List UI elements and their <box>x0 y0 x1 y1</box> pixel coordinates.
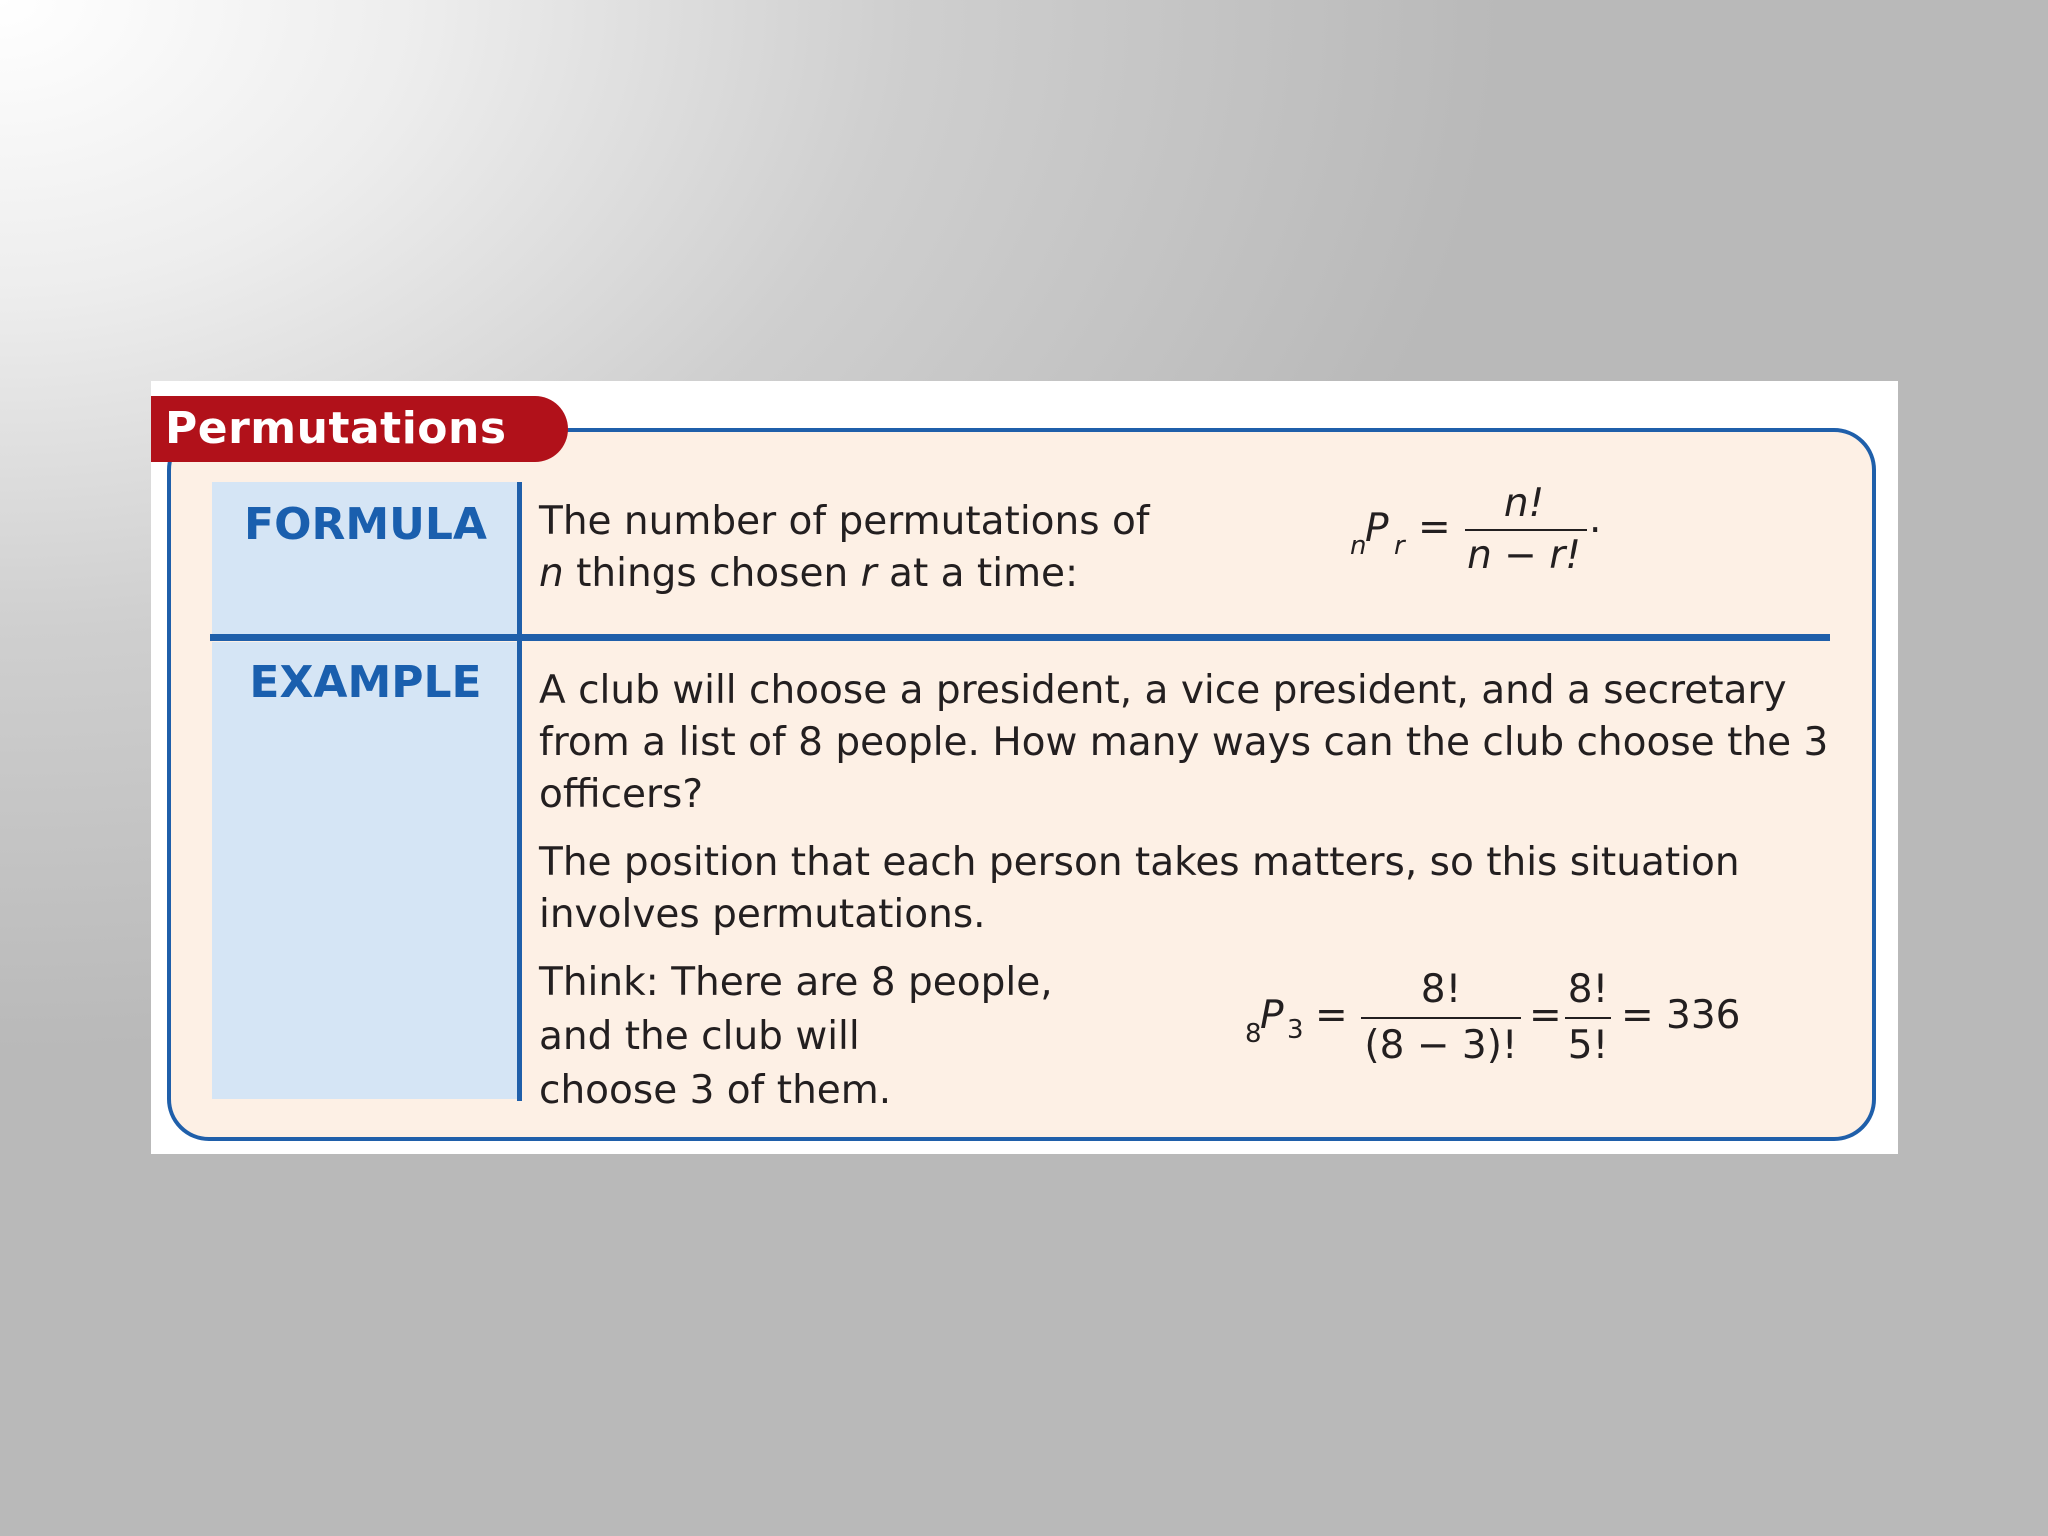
formula-sub-r: r <box>1394 531 1405 561</box>
calc-frac2-denominator: 5! <box>1567 1023 1609 1068</box>
formula-sub-n: n <box>1350 531 1367 561</box>
think-line2: and the club will <box>539 1014 860 1059</box>
example-think <box>539 956 1099 1118</box>
calc-frac1-numerator: 8! <box>1420 967 1462 1012</box>
calc-equals-2: = <box>1529 993 1562 1038</box>
calc-frac1-denominator: (8 − 3)! <box>1364 1023 1518 1068</box>
text-fragment: at a time: <box>876 551 1079 596</box>
example-label-cell <box>212 642 519 1099</box>
var-r: r <box>860 551 877 596</box>
column-divider <box>517 482 522 1101</box>
example-question: A club will choose a president, a vice president, and a secretary from a list of 8 people. How many ways can the club choose the 3 officers? <box>539 668 1829 817</box>
calc-equals-3: = <box>1621 993 1654 1038</box>
text-fragment: things chosen <box>563 551 861 596</box>
calc-result: 336 <box>1666 993 1741 1038</box>
calc-sub-8: 8 <box>1245 1019 1262 1049</box>
think-line3: choose 3 of them. <box>539 1068 892 1113</box>
var-n: n <box>539 551 564 596</box>
calc-frac2-numerator: 8! <box>1567 967 1609 1012</box>
formula-description-line2 <box>539 548 1239 600</box>
calc-frac2-bar <box>1565 1017 1611 1019</box>
calc-frac1-bar <box>1361 1017 1521 1019</box>
example-label: EXAMPLE <box>249 657 482 708</box>
formula-P: P <box>1365 506 1389 551</box>
formula-numerator: n! <box>1503 481 1545 526</box>
example-reasoning: The position that each person takes matters, so this situation involves permutations. <box>539 840 1740 937</box>
calc-equals-1: = <box>1315 993 1348 1038</box>
formula-description <box>539 496 1239 600</box>
row-divider <box>210 634 1830 641</box>
section-title: Permutations <box>165 403 507 454</box>
calc-P: P <box>1260 993 1284 1038</box>
calc-sub-3: 3 <box>1287 1015 1304 1045</box>
think-line1: Think: There are 8 people, <box>539 960 1053 1005</box>
permutations-figure <box>151 381 1898 1154</box>
formula-period: . <box>1589 497 1602 542</box>
section-title-tab <box>151 396 568 462</box>
formula-equals: = <box>1418 505 1451 550</box>
formula-fraction-bar <box>1465 529 1587 531</box>
formula-description-line1: The number of permutations of <box>539 499 1150 544</box>
formula-denominator: n − r! <box>1467 533 1581 578</box>
formula-label: FORMULA <box>244 499 487 550</box>
